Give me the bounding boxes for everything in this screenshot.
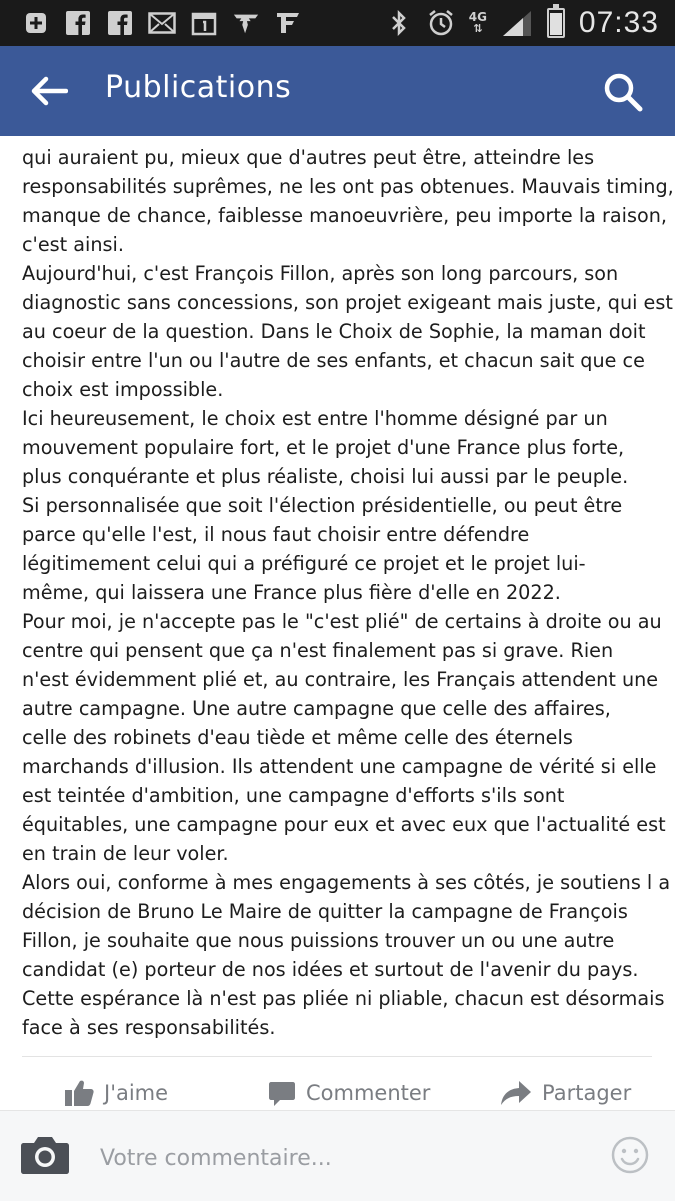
post-line: Pour moi, je n'accepte pas le "c'est plié" de certains à droite ou au — [22, 610, 662, 633]
network-type: 4G ⇅ — [468, 10, 487, 35]
signal-icon — [501, 9, 533, 37]
mail-icon — [148, 9, 176, 37]
f-icon — [274, 9, 302, 37]
back-button[interactable] — [28, 70, 70, 112]
post-line: au coeur de la question. Dans le Choix de Sophie, la maman doit — [22, 320, 646, 343]
post-line: responsabilités suprêmes, ne les ont pas obtenues. Mauvais timing, — [22, 175, 674, 198]
search-icon — [603, 72, 643, 112]
facebook-icon — [64, 9, 92, 37]
post-line: celle des robinets d'eau tiède et même celle des éternels — [22, 726, 573, 749]
post-line: qui auraient pu, mieux que d'autres peut être, atteindre les — [22, 146, 595, 169]
post-line: est teintée d'ambition, une campagne d'efforts s'ils sont — [22, 784, 565, 807]
share-arrow-icon — [500, 1079, 532, 1107]
post-line: décision de Bruno Le Maire de quitter la campagne de François — [22, 900, 628, 923]
post-line: Si personnalisée que soit l'élection présidentielle, ou peut être — [22, 494, 623, 517]
arrow-left-icon — [30, 76, 68, 106]
bluetooth-icon — [385, 9, 413, 37]
thumbs-up-icon — [64, 1078, 94, 1108]
facebook-icon — [106, 9, 134, 37]
emoji-button[interactable] — [611, 1136, 649, 1174]
status-right — [385, 6, 659, 40]
search-button[interactable] — [601, 70, 645, 114]
post-line: légitimement celui qui a préfiguré ce projet et le projet lui- — [22, 552, 586, 575]
post-line: candidat (e) porteur de nos idées et surtout de l'avenir du pays. — [22, 958, 639, 981]
post-line: en train de leur voler. — [22, 842, 229, 865]
divider — [22, 1056, 652, 1057]
calendar-icon — [190, 9, 218, 37]
post-line: diagnostic sans concessions, son projet exigeant mais juste, qui est — [22, 291, 673, 314]
post-line: marchands d'illusion. Ils attendent une campagne de vérité si elle — [22, 755, 657, 778]
post-line: même, qui laissera une France plus fière d'elle en 2022. — [22, 581, 561, 604]
clock: 07:33 — [578, 6, 659, 39]
post-line: face à ses responsabilités. — [22, 1016, 276, 1039]
post-line: choix est impossible. — [22, 378, 224, 401]
post-line: Fillon, je souhaite que nous puissions trouver un ou une autre — [22, 929, 615, 952]
post-line: manque de chance, faiblesse manoeuvrière, peu importe la raison, — [22, 204, 668, 227]
post-line: Aujourd'hui, c'est François Fillon, après son long parcours, son — [22, 262, 619, 285]
battery-icon — [547, 8, 565, 38]
app-bar — [0, 46, 675, 136]
comment-icon — [268, 1079, 296, 1107]
comment-input[interactable] — [98, 1133, 592, 1183]
post-line: Ici heureusement, le choix est entre l'homme désigné par un — [22, 407, 608, 430]
like-label: J'aime — [104, 1081, 169, 1105]
notification-icons — [22, 8, 302, 38]
post-line: parce qu'elle l'est, il nous faut choisir entre défendre — [22, 523, 530, 546]
comment-bar — [0, 1110, 675, 1201]
comment-label: Commenter — [306, 1081, 431, 1105]
camera-icon — [20, 1135, 70, 1175]
post-line: plus conquérante et plus réaliste, choisi lui aussi par le peuple. — [22, 465, 629, 488]
post-line: Cette espérance là n'est pas pliée ni pliable, chacun est désormais — [22, 987, 665, 1010]
page-title: Publications — [105, 70, 292, 105]
post-line: équitables, une campagne pour eux et avec eux que l'actualité est — [22, 813, 666, 836]
smiley-icon — [611, 1136, 649, 1174]
plus-square-icon — [22, 9, 50, 37]
status-bar — [0, 0, 675, 46]
post-text — [22, 143, 674, 1042]
camera-button[interactable] — [20, 1135, 70, 1179]
alarm-icon — [427, 9, 455, 37]
post-line: n'est évidemment plié et, au contraire, les Français attendent une — [22, 668, 659, 691]
post-line: autre campagne. Une autre campagne que celle des affaires, — [22, 697, 611, 720]
post-line: c'est ainsi. — [22, 233, 124, 256]
eagle-icon — [232, 9, 260, 37]
post-line: centre qui pensent que ça n'est finalement pas si grave. Rien — [22, 639, 614, 662]
share-label: Partager — [542, 1081, 632, 1105]
post-line: Alors oui, conforme à mes engagements à ses côtés, je soutiens l a — [22, 871, 671, 894]
post-line: mouvement populaire fort, et le projet d'une France plus forte, — [22, 436, 625, 459]
post-line: choisir entre l'un ou l'autre de ses enfants, et chacun sait que ce — [22, 349, 645, 372]
